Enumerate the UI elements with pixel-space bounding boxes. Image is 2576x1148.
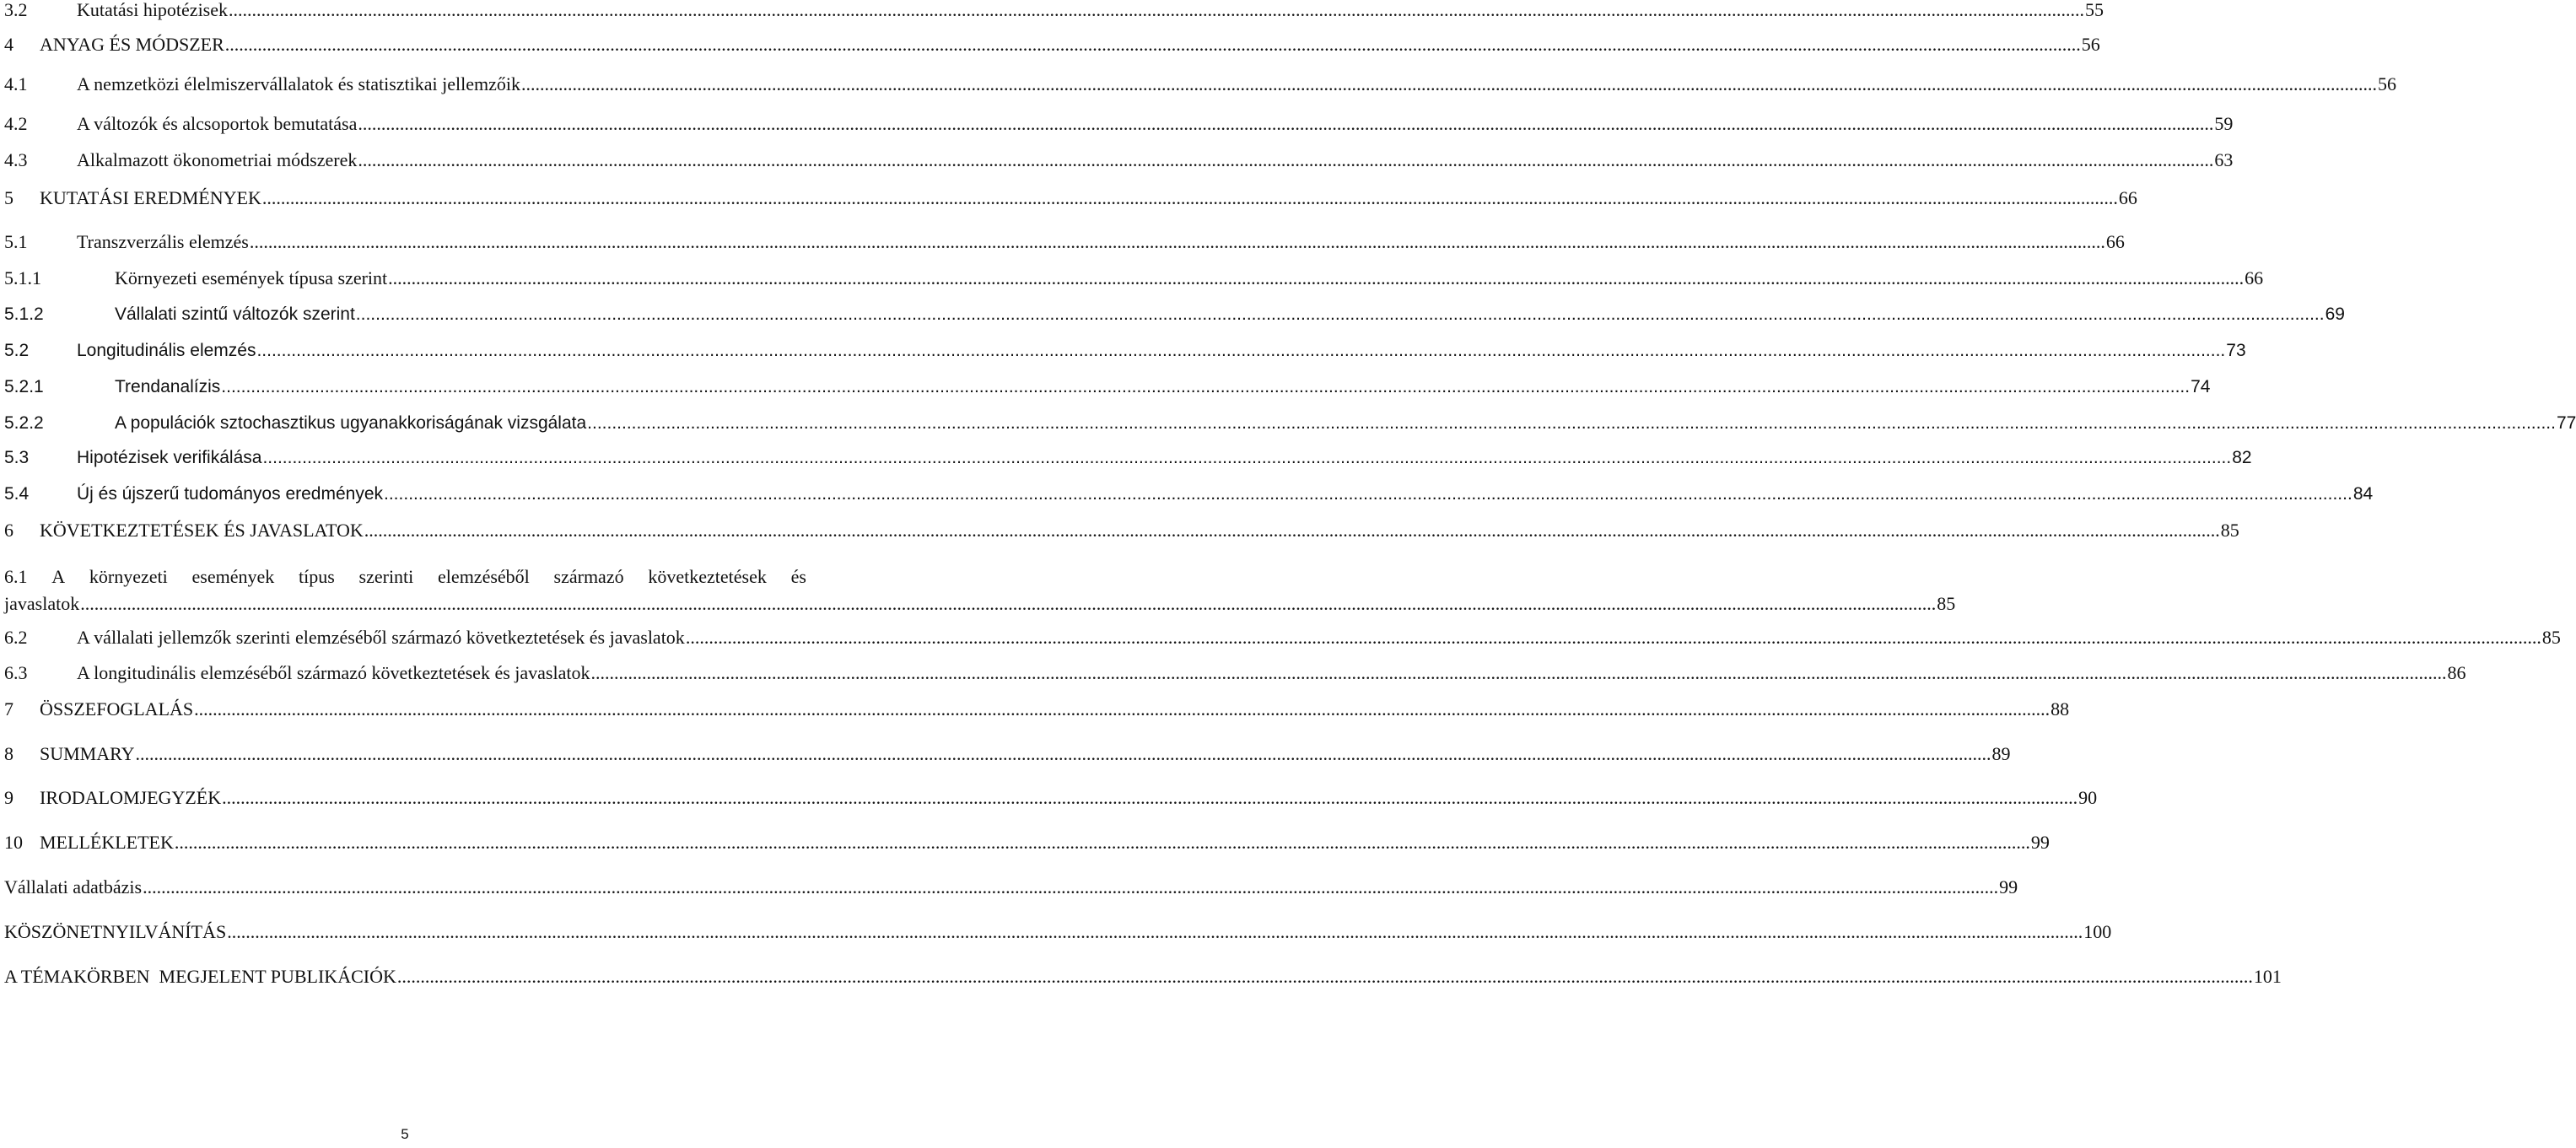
- toc-entry-title: KÖSZÖNETNYILVÁNÍTÁS: [4, 921, 227, 942]
- toc-entry[interactable]: [4, 375, 2211, 400]
- toc-entry[interactable]: [4, 72, 2396, 97]
- toc-entry-title: Hipotézisek verifikálása: [77, 448, 262, 467]
- toc-entry-title: A nemzetközi élelmiszervállalatok és statisztikai jellemzőik: [77, 73, 520, 94]
- toc-entry-page: 69: [2325, 305, 2345, 324]
- toc-entry-title-word: események: [191, 566, 275, 587]
- toc-entry[interactable]: [4, 964, 2282, 989]
- toc-entry[interactable]: [4, 518, 2239, 543]
- toc-dot-leader: ................................................................................................................................................................................................................................................................................................................................................................................................................: [80, 593, 1937, 614]
- toc-entry-number: 4.3: [4, 149, 28, 170]
- toc-entry-page: 84: [2352, 484, 2374, 504]
- toc-entry-title: Vállalati adatbázis: [4, 876, 143, 897]
- toc-entry-title: javaslatok: [4, 593, 80, 614]
- toc-entry-title: A változók és alcsoportok bemutatása: [77, 113, 358, 134]
- toc-entry[interactable]: [4, 785, 2098, 811]
- toc-entry-title: Alkalmazott ökonometriai módszerek: [77, 149, 358, 170]
- toc-dot-leader: ................................................................................................................................................................................................................................................................................................................................................................................................................: [587, 413, 2556, 433]
- toc-entry-title: Transzverzális elemzés: [77, 231, 249, 252]
- toc-dot-leader: ................................................................................................................................................................................................................................................................................................................................................................................................................: [364, 520, 2220, 541]
- toc-entry-title: Új és újszerű tudományos eredmények: [77, 484, 384, 504]
- toc-entry-page: 55: [2085, 0, 2104, 20]
- toc-entry-number: 9: [4, 787, 13, 808]
- toc-dot-leader: ................................................................................................................................................................................................................................................................................................................................................................................................................: [355, 305, 2325, 324]
- toc-dot-leader: ................................................................................................................................................................................................................................................................................................................................................................................................................: [256, 341, 2226, 360]
- toc-dot-leader: ................................................................................................................................................................................................................................................................................................................................................................................................................: [261, 187, 2118, 208]
- toc-entry[interactable]: [4, 411, 2576, 436]
- toc-entry-title-word: elemzéséből: [438, 566, 530, 587]
- toc-entry[interactable]: [4, 482, 2374, 507]
- toc-entry-title: Trendanalízis: [115, 377, 221, 396]
- toc-entry-title-word: származó: [553, 566, 624, 587]
- toc-entry-number: 5.1: [4, 231, 28, 252]
- toc-dot-leader: ................................................................................................................................................................................................................................................................................................................................................................................................................: [249, 231, 2105, 252]
- toc-entry-number: 6.1: [4, 566, 28, 587]
- toc-dot-leader: ................................................................................................................................................................................................................................................................................................................................................................................................................: [358, 113, 2214, 134]
- toc-entry-title: Környezeti események típusa szerint: [115, 267, 388, 288]
- toc-entry[interactable]: [4, 266, 2264, 291]
- toc-entry[interactable]: [4, 660, 2466, 686]
- toc-entry-title-word: A: [51, 566, 66, 587]
- toc-entry-page: 100: [2083, 921, 2112, 942]
- toc-entry-page: 99: [2030, 832, 2050, 853]
- toc-entry-number: 5.2.1: [4, 377, 44, 396]
- toc-entry[interactable]: [4, 338, 2246, 364]
- toc-dot-leader: ................................................................................................................................................................................................................................................................................................................................................................................................................: [224, 34, 2081, 55]
- toc-entry[interactable]: [4, 111, 2234, 137]
- toc-entry-title: IRODALOMJEGYZÉK: [40, 787, 222, 808]
- toc-entry-page: 99: [1999, 876, 2018, 897]
- toc-dot-leader: ................................................................................................................................................................................................................................................................................................................................................................................................................: [143, 876, 1999, 897]
- toc-dot-leader: ................................................................................................................................................................................................................................................................................................................................................................................................................: [384, 484, 2352, 504]
- toc-entry-page: 101: [2253, 966, 2282, 987]
- toc-entry[interactable]: [4, 186, 2137, 211]
- toc-entry-title: A TÉMAKÖRBEN MEGJELENT PUBLIKÁCIÓK: [4, 966, 396, 987]
- toc-entry-number: 5: [4, 187, 13, 208]
- toc-entry[interactable]: [4, 302, 2345, 327]
- toc-entry-number: 5.3: [4, 448, 30, 467]
- toc-entry-page: 82: [2232, 448, 2252, 467]
- toc-entry-page: 85: [2541, 627, 2561, 648]
- toc-entry-page: 66: [2105, 231, 2125, 252]
- toc-entry-page: 86: [2447, 662, 2466, 683]
- toc-entry-number: 8: [4, 743, 13, 764]
- toc-entry-number: 3.2: [4, 0, 28, 20]
- toc-entry-page: 85: [1937, 593, 1956, 614]
- toc-entry-number: 6.2: [4, 627, 28, 648]
- toc-entry[interactable]: [4, 919, 2112, 945]
- toc-dot-leader: ................................................................................................................................................................................................................................................................................................................................................................................................................: [194, 698, 2051, 720]
- toc-entry[interactable]: [4, 563, 1956, 617]
- toc-entry-page: 66: [2245, 267, 2264, 288]
- toc-entry-title: Kutatási hipotézisek: [77, 0, 229, 20]
- toc-entry[interactable]: [4, 32, 2100, 57]
- toc-entry-number: 4.2: [4, 113, 28, 134]
- toc-entry-title: KÖVETKEZTETÉSEK ÉS JAVASLATOK: [40, 520, 364, 541]
- toc-entry-page: 88: [2051, 698, 2070, 720]
- toc-entry-number: 5.4: [4, 484, 30, 504]
- toc-dot-leader: ................................................................................................................................................................................................................................................................................................................................................................................................................: [221, 377, 2191, 396]
- toc-entry-page: 56: [2377, 73, 2396, 94]
- toc-entry-title: ÖSSZEFOGLALÁS: [40, 698, 194, 720]
- toc-entry[interactable]: [4, 148, 2234, 173]
- toc-dot-leader: ................................................................................................................................................................................................................................................................................................................................................................................................................: [229, 0, 2085, 20]
- toc-entry-title: Longitudinális elemzés: [77, 341, 256, 360]
- toc-entry-page: 59: [2214, 113, 2234, 134]
- toc-entry-page: 73: [2226, 341, 2246, 360]
- toc-entry-page: 77: [2556, 413, 2576, 433]
- toc-entry-number: 5.1.1: [4, 267, 41, 288]
- toc-entry-number: 5.2: [4, 341, 30, 360]
- toc-entry-number: 6: [4, 520, 13, 541]
- toc-entry-title-word: és: [790, 566, 806, 587]
- toc-entry-title-word: következtetések: [648, 566, 767, 587]
- toc-entry-number: 10: [4, 832, 23, 853]
- toc-entry[interactable]: [4, 0, 2104, 23]
- toc-entry-title: A populációk sztochasztikus ugyanakkoriságának vizsgálata: [115, 413, 587, 433]
- toc-entry-number: 7: [4, 698, 13, 720]
- toc-entry-page: 63: [2214, 149, 2234, 170]
- toc-entry-title: SUMMARY: [40, 743, 135, 764]
- toc-entry[interactable]: [4, 229, 2125, 255]
- toc-dot-leader: ................................................................................................................................................................................................................................................................................................................................................................................................................: [388, 267, 2245, 288]
- toc-entry-title: Vállalati szintű változók szerint: [115, 305, 355, 324]
- toc-dot-leader: ................................................................................................................................................................................................................................................................................................................................................................................................................: [135, 743, 1991, 764]
- toc-dot-leader: ................................................................................................................................................................................................................................................................................................................................................................................................................: [262, 448, 2232, 467]
- toc-dot-leader: ................................................................................................................................................................................................................................................................................................................................................................................................................: [227, 921, 2083, 942]
- toc-entry-page: 90: [2078, 787, 2098, 808]
- toc-entry[interactable]: [4, 625, 2561, 650]
- toc-entry-number: 4.1: [4, 73, 28, 94]
- toc-entry-title: MELLÉKLETEK: [40, 832, 174, 853]
- toc-entry-title: ANYAG ÉS MÓDSZER: [40, 34, 224, 55]
- toc-entry-number: 6.3: [4, 662, 28, 683]
- toc-entry-page: 56: [2081, 34, 2100, 55]
- toc-entry-title-word: típus: [298, 566, 335, 587]
- toc-entry-page: 85: [2220, 520, 2239, 541]
- toc-entry-title: KUTATÁSI EREDMÉNYEK: [40, 187, 261, 208]
- toc-entry-number: 4: [4, 34, 13, 55]
- toc-entry[interactable]: [4, 697, 2070, 722]
- toc-dot-leader: ................................................................................................................................................................................................................................................................................................................................................................................................................: [396, 966, 2253, 987]
- toc-entry-page: 66: [2118, 187, 2137, 208]
- toc-dot-leader: ................................................................................................................................................................................................................................................................................................................................................................................................................: [685, 627, 2541, 648]
- toc-entry-title-word: környezeti: [89, 566, 168, 587]
- toc-entry[interactable]: [4, 830, 2050, 855]
- toc-entry[interactable]: [4, 875, 2018, 900]
- toc-entry-title: A vállalati jellemzők szerinti elemzéséből származó következtetések és javaslatok: [77, 627, 685, 648]
- toc-dot-leader: ................................................................................................................................................................................................................................................................................................................................................................................................................: [520, 73, 2377, 94]
- toc-entry[interactable]: [4, 445, 2252, 471]
- toc-entry-number: 5.1.2: [4, 305, 44, 324]
- toc-entry-title: A longitudinális elemzéséből származó következtetések és javaslatok: [77, 662, 590, 683]
- toc-dot-leader: ................................................................................................................................................................................................................................................................................................................................................................................................................: [222, 787, 2078, 808]
- toc-entry[interactable]: [4, 741, 2011, 767]
- page-number: 5: [401, 1126, 409, 1142]
- toc-dot-leader: ................................................................................................................................................................................................................................................................................................................................................................................................................: [590, 662, 2447, 683]
- toc-dot-leader: ................................................................................................................................................................................................................................................................................................................................................................................................................: [358, 149, 2214, 170]
- toc-entry-title-word: szerinti: [358, 566, 414, 587]
- toc-dot-leader: ................................................................................................................................................................................................................................................................................................................................................................................................................: [174, 832, 2030, 853]
- toc-entry-page: 89: [1991, 743, 2011, 764]
- toc-entry-number: 5.2.2: [4, 413, 44, 433]
- toc-entry-page: 74: [2191, 377, 2211, 396]
